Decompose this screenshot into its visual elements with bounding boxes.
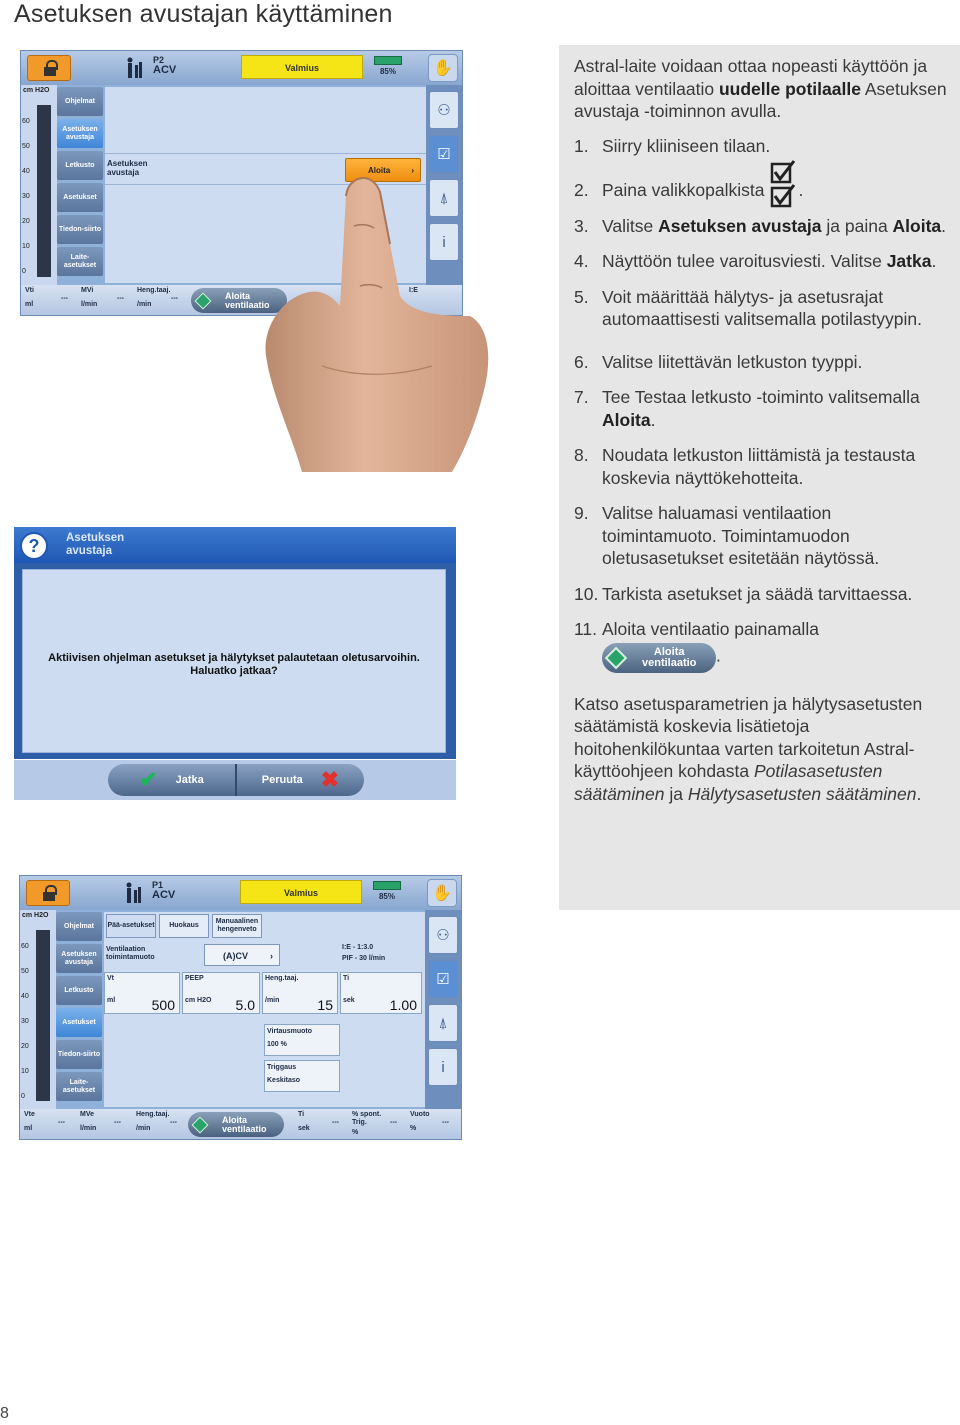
chevron-right-icon: › xyxy=(411,166,414,175)
gauge-tick: 40 xyxy=(22,168,30,175)
top-bar xyxy=(21,51,462,85)
step-number: 3. xyxy=(574,215,589,236)
step-number: 9. xyxy=(574,503,589,523)
continue-button[interactable] xyxy=(108,764,237,796)
leak-unit: % xyxy=(410,1125,417,1132)
pressure-unit: cm H2O xyxy=(22,912,49,919)
button-label-1: Aloita xyxy=(653,645,685,658)
cancel-button[interactable] xyxy=(237,764,364,796)
step-end: . xyxy=(650,409,656,430)
vent-mode-label: Ventilaation toimintamuoto xyxy=(106,946,155,961)
page-number: 8 xyxy=(0,1405,9,1422)
status-badge: Valmius xyxy=(241,55,363,79)
param-unit: cm H2O xyxy=(185,997,212,1004)
param-value: 5.0 xyxy=(235,997,255,1013)
dialog-footer xyxy=(14,760,456,800)
dialog-message xyxy=(22,569,446,753)
mve-value: --- xyxy=(114,1119,121,1126)
diamond-icon xyxy=(192,1116,209,1133)
gauge-tick: 60 xyxy=(21,943,29,950)
step-text: Aloita ventilaatio painamalla xyxy=(602,619,819,639)
step-10 xyxy=(574,583,950,606)
param-unit: /min xyxy=(265,997,280,1004)
rate-label: Heng.taaj. xyxy=(137,287,171,294)
step-1 xyxy=(574,135,950,158)
ventilation-mode: ACV xyxy=(153,64,177,76)
step-number: 6. xyxy=(574,351,589,372)
step-9 xyxy=(574,502,950,570)
step-number: 7. xyxy=(574,387,589,407)
question-icon: ? xyxy=(20,532,48,560)
dialog-message-line-1: Aktiivisen ohjelman asetukset ja hälytykset palautetaan oletusarvoihin. xyxy=(48,652,420,664)
hand-icon[interactable]: ✋ xyxy=(428,54,458,82)
pressure-gauge xyxy=(21,85,57,285)
vti-label: Vti xyxy=(25,287,34,294)
step-number: 10. xyxy=(574,583,599,604)
step-number: 4. xyxy=(574,251,589,271)
outro-paragraph xyxy=(574,693,950,806)
gauge-tick: 30 xyxy=(22,193,30,200)
ti-label: Ti xyxy=(298,1111,305,1118)
mvi-label: MVi xyxy=(81,287,94,294)
step-text: Valitse liitettävän letkuston tyyppi. xyxy=(602,351,863,372)
lungs-icon[interactable]: ⚇ xyxy=(429,91,459,129)
vent-mode-select[interactable] xyxy=(204,944,280,966)
pressure-bar xyxy=(36,930,50,1101)
tab-sigh[interactable]: Huokaus xyxy=(159,914,209,938)
pointing-hand-image xyxy=(262,166,492,472)
vte-value: --- xyxy=(58,1119,65,1126)
warning-dialog xyxy=(14,527,456,800)
diamond-icon xyxy=(605,646,628,669)
param-ti[interactable] xyxy=(340,972,422,1014)
step-bold: Jatka xyxy=(886,251,932,271)
step-text: Valitse xyxy=(602,215,659,236)
step-text: Paina valikkopalkista xyxy=(602,180,765,200)
battery-icon xyxy=(373,881,401,890)
mvi-unit: l/min xyxy=(81,301,98,308)
outro-italic-2: Hälytysasetusten säätäminen xyxy=(687,783,917,804)
right-toolbar xyxy=(425,910,461,1109)
menu-item-programs[interactable]: Ohjelmat xyxy=(57,87,103,116)
param-peep[interactable] xyxy=(182,972,260,1014)
step-end: . xyxy=(941,215,947,236)
step-text: Näyttöön tulee varoitusviesti. Valitse xyxy=(602,251,887,271)
checklist-icon xyxy=(770,160,796,210)
spont-trig-unit: % xyxy=(352,1129,359,1136)
tab-main-settings[interactable]: Pää-asetukset xyxy=(106,914,156,938)
ti-value: --- xyxy=(332,1119,339,1126)
menu-item-programs[interactable]: Ohjelmat xyxy=(56,912,102,941)
start-ventilation-button-illustration xyxy=(602,643,716,673)
step-text: Siirry kliiniseen tilaan. xyxy=(602,135,771,156)
page-title: Asetuksen avustajan käyttäminen xyxy=(14,0,393,28)
intro-text-1: Astral-laite voidaan ottaa nopeasti käyttöön ja aloittaa ventilaatio xyxy=(574,56,928,99)
start-label-1: Aloita xyxy=(222,1114,248,1125)
rate-value: --- xyxy=(170,1119,177,1126)
dialog-title: Asetuksen avustaja xyxy=(66,532,125,557)
param-name: PEEP xyxy=(185,975,204,982)
rate-value: --- xyxy=(171,295,178,302)
param-value: 1.00 xyxy=(389,997,417,1013)
patient-icon xyxy=(125,57,143,79)
gauge-tick: 50 xyxy=(21,968,29,975)
vte-label: Vte xyxy=(24,1111,35,1118)
settings-content xyxy=(104,912,425,1107)
step-11 xyxy=(574,618,950,673)
menu-item-data-transfer[interactable]: Tiedon-siirto xyxy=(56,1040,102,1069)
ti-unit: sek xyxy=(298,1125,310,1132)
gauge-tick: 0 xyxy=(21,1093,25,1100)
param-rate[interactable] xyxy=(262,972,338,1014)
trigger-setting[interactable] xyxy=(264,1060,340,1092)
mvi-value: --- xyxy=(117,295,124,302)
peak-flow: PIF - 30 l/min xyxy=(342,955,386,962)
outro-text-2: ja xyxy=(664,783,688,804)
info-icon[interactable]: i xyxy=(429,223,459,261)
mve-unit: l/min xyxy=(80,1125,97,1132)
step-2 xyxy=(574,179,950,202)
vti-value: --- xyxy=(61,295,68,302)
gauge-tick: 10 xyxy=(21,1068,29,1075)
dialog-button-group xyxy=(108,764,364,796)
side-menu xyxy=(56,912,102,1107)
battery-icon xyxy=(374,56,402,65)
pressure-gauge xyxy=(20,910,56,1109)
trigger-label: Triggaus xyxy=(267,1064,297,1071)
menu-item-device-settings[interactable]: Laite-asetukset xyxy=(57,247,103,276)
flow-label: Virtausmuoto xyxy=(267,1028,312,1035)
rate-unit: /min xyxy=(136,1125,151,1132)
start-label-1: Aloita xyxy=(225,290,251,301)
side-menu xyxy=(57,87,103,283)
menu-item-device-settings[interactable]: Laite-asetukset xyxy=(56,1072,102,1101)
rate-label: Heng.taaj. xyxy=(136,1111,170,1118)
menu-item-data-transfer[interactable]: Tiedon-siirto xyxy=(57,215,103,244)
close-icon: ✖ xyxy=(320,767,340,792)
gauge-tick: 20 xyxy=(22,218,30,225)
start-ventilation-button[interactable] xyxy=(188,1112,284,1137)
outro-text-1: Katso asetusparametrien ja hälytysasetusten säätämistä koskevia lisätietoja hoitohenkilökuntaa varten tarkoitetun Astral-käyttöohjeen kohdasta xyxy=(574,693,923,781)
param-name: Heng.taaj. xyxy=(265,975,299,982)
step-text: Voit määrittää hälytys- ja asetusrajat automaattisesti valitsemalla potilastyypin. xyxy=(602,286,923,329)
step-end: . xyxy=(716,645,721,666)
start-label-2: ventilaatio xyxy=(225,299,270,310)
step-8 xyxy=(574,444,950,489)
status-badge: Valmius xyxy=(240,880,362,904)
step-text: Valitse haluamasi ventilaation toimintamuoto. Toimintamuodon oletusasetukset esitetään näytössä. xyxy=(602,503,880,568)
vte-unit: ml xyxy=(24,1125,33,1132)
battery-level: 85% xyxy=(378,892,395,901)
patient-icon xyxy=(124,882,142,904)
menu-item-circuit[interactable]: Letkusto xyxy=(56,976,102,1005)
gauge-tick: 40 xyxy=(21,993,29,1000)
checklist-icon[interactable]: ☑ xyxy=(429,135,459,173)
chevron-right-icon: › xyxy=(270,951,273,961)
flow-value: 100 % xyxy=(267,1041,287,1048)
gauge-tick: 10 xyxy=(22,243,30,250)
vti-unit: ml xyxy=(25,301,34,308)
step-bold: Aloita xyxy=(602,409,651,430)
ventilation-mode: ACV xyxy=(152,889,176,901)
patient-program: P2 xyxy=(153,55,165,65)
outro-italic-1: Potilasasetusten säätäminen xyxy=(574,761,883,804)
step-number: 1. xyxy=(574,135,589,156)
step-7 xyxy=(574,386,950,431)
step-end: . xyxy=(931,251,937,271)
checkmark-icon: ✔ xyxy=(139,767,158,792)
intro-paragraph xyxy=(574,55,950,123)
step-number: 5. xyxy=(574,286,589,307)
settings-tabs xyxy=(106,914,265,938)
alarm-bell-icon[interactable]: ⍋ xyxy=(429,179,459,217)
step-5 xyxy=(574,286,950,331)
dialog-body xyxy=(14,563,456,759)
diamond-icon xyxy=(195,292,212,309)
battery-indicator xyxy=(370,880,404,904)
gauge-tick: 30 xyxy=(21,1018,29,1025)
step-number: 2. xyxy=(574,180,589,200)
param-name: Vt xyxy=(107,975,114,982)
start-label: Aloita xyxy=(368,166,391,175)
patient-program: P1 xyxy=(152,880,164,890)
top-bar xyxy=(20,876,461,910)
menu-item-setup-wizard[interactable]: Asetuksen avustaja xyxy=(57,119,103,148)
trigger-value: Keskitaso xyxy=(267,1077,301,1084)
menu-item-setup-wizard[interactable]: Asetuksen avustaja xyxy=(56,944,102,973)
step-number: 8. xyxy=(574,445,589,465)
leak-value: --- xyxy=(442,1119,449,1126)
info-icon[interactable]: i xyxy=(428,1048,458,1086)
step-text: ja paina xyxy=(821,215,893,236)
spont-trig-value: --- xyxy=(390,1119,397,1126)
param-value: 15 xyxy=(317,997,333,1013)
menu-item-circuit[interactable]: Letkusto xyxy=(57,151,103,180)
step-bold: Asetuksen avustaja xyxy=(658,215,822,236)
step-text: Tarkista asetukset ja säädä tarvittaessa. xyxy=(602,583,913,604)
spont-trig-label: % spont. Trig. xyxy=(352,1111,382,1126)
dialog-message-line-2: Haluatko jatkaa? xyxy=(190,665,278,677)
pressure-bar xyxy=(37,105,51,277)
cancel-label: Peruuta xyxy=(261,774,303,786)
instructions-panel xyxy=(559,45,960,910)
rate-unit: /min xyxy=(137,301,152,308)
pressure-unit: cm H2O xyxy=(23,87,50,94)
step-3 xyxy=(574,215,950,238)
bottom-bar xyxy=(20,1109,461,1139)
intro-text-2: Asetuksen avustaja -toiminnon avulla. xyxy=(574,78,947,121)
lock-icon[interactable] xyxy=(26,880,70,906)
step-bold: Aloita xyxy=(892,215,942,236)
vent-mode-value: (A)CV xyxy=(223,951,248,961)
param-unit: ml xyxy=(107,997,116,1004)
step-number: 11. xyxy=(574,619,598,639)
wizard-label: Asetuksen avustaja xyxy=(107,159,148,177)
hand-icon[interactable]: ✋ xyxy=(427,879,457,907)
ie-ratio: I:E - 1:3.0 xyxy=(342,944,374,951)
step-4 xyxy=(574,250,950,273)
mve-label: MVe xyxy=(80,1111,95,1118)
intro-bold: uudelle potilaalle xyxy=(718,78,861,99)
gauge-tick: 20 xyxy=(21,1043,29,1050)
dialog-header xyxy=(14,527,456,563)
alarm-bell-icon[interactable]: ⍋ xyxy=(428,1004,458,1042)
outro-end: . xyxy=(916,783,922,804)
param-vt[interactable] xyxy=(104,972,180,1014)
step-6 xyxy=(574,351,950,374)
gauge-tick: 50 xyxy=(22,143,30,150)
lock-icon[interactable] xyxy=(27,55,71,81)
continue-label: Jatka xyxy=(175,774,204,786)
param-unit: sek xyxy=(343,997,355,1004)
battery-level: 85% xyxy=(379,67,396,76)
checklist-icon[interactable]: ☑ xyxy=(428,960,458,998)
tab-manual-breath[interactable]: Manuaalinen hengenveto xyxy=(212,914,262,938)
step-end: . xyxy=(798,180,804,200)
lungs-icon[interactable]: ⚇ xyxy=(428,916,458,954)
param-value: 500 xyxy=(151,997,175,1013)
start-label-2: ventilaatio xyxy=(222,1123,267,1134)
computed-values xyxy=(342,942,385,964)
menu-item-settings[interactable]: Asetukset xyxy=(57,183,103,212)
ie-label: I:E xyxy=(409,287,418,294)
step-text: Tee Testaa letkusto -toiminto valitsemalla xyxy=(602,387,920,407)
flow-pattern-setting[interactable] xyxy=(264,1024,340,1056)
battery-indicator xyxy=(371,55,405,79)
gauge-tick: 0 xyxy=(22,268,26,275)
menu-item-settings[interactable]: Asetukset xyxy=(56,1008,102,1037)
gauge-tick: 60 xyxy=(22,118,30,125)
device-screen-settings xyxy=(19,875,462,1140)
step-text: Noudata letkuston liittämistä ja testausta koskevia näyttökehotteita. xyxy=(602,445,916,488)
button-label-2: ventilaatio xyxy=(642,656,697,669)
leak-label: Vuoto xyxy=(410,1111,430,1118)
param-name: Ti xyxy=(343,975,350,982)
